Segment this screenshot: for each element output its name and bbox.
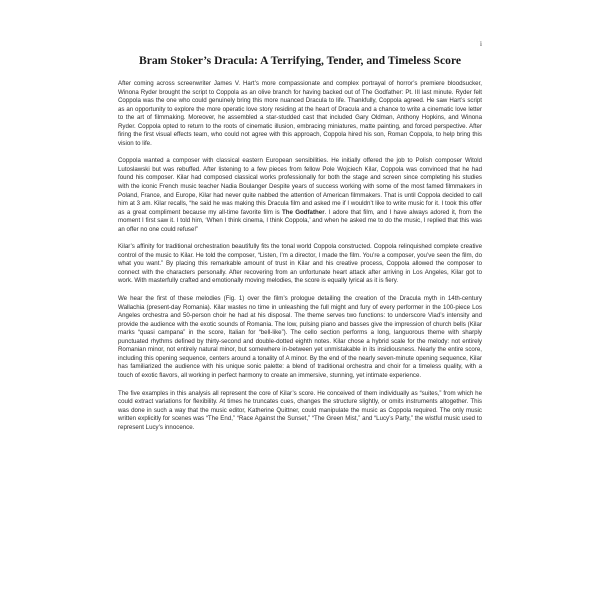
paragraph-melodies: We hear the first of these melodies (Fig. 1) over the film’s prologue detailing the creation of the Dracula myth in 14th-century Wallachia (present-day Romania). Kilar wastes no time in unleashing the full might and fury of every performer in the 100-piece Los Angeles orchestra and 50-person choir he had at his disposal. The theme serves two functions: to underscore Vlad’s intensity and provide the audience with the exotic sounds of Romania. The low, pulsing piano and basses give the impression of church bells (Kilar marks “quasi campana” in the score, Italian for “bell-like”). The cello section performs a long, languorous theme with sharply punctuated rhythms defined by thirty-second and double-dotted eighth notes. Kilar chose a hybrid scale for the melody: not entirely Romanian minor, not entirely natural minor, but somewhere in-between yet unmistakable in its insidiousness. Nearly the entire score, including this opening sequence, centers around a tonality of A minor. By the end of the nearly seven-minute opening sequence, Kilar has familiarized the audience with his unique sonic palette: a blend of traditional orchestra and choir for a timeless quality, with a touch of exotic flavors, all working in perfect harmony to create an immersive, stunning, yet intimate experience. [118, 295, 482, 379]
paragraph-intro: After coming across screenwriter James V. Hart’s more compassionate and complex portrayal of horror’s premiere bloodsucker, Winona Ryder brought the script to Coppola as an olive branch for having backed out of The Godfather: Pt. III last minute. Ryder felt Coppola was the one who could genuinely bring this more nuanced Dracula to life. Thankfully, Coppola agreed. He saw Hart’s script as an opportunity to explore the more operatic love story residing at the heart of Dracula and a chance to write a cinematic love letter to the art of filmmaking. Moreover, he assembled a star-studded cast that included Gary Oldman, Anthony Hopkins, and Winona Ryder. Coppola opted to return to the roots of cinematic illusion, embracing miniatures, matte painting, and forced perspective. After firing the first visual effects team, who could not agree with this approach, Coppola hired his son, Roman Coppola, to help bring this vision to life. [118, 80, 482, 147]
paragraph-composer-text-end: . I adore that film, and I have always adored it, from the moment I first saw it. I told him, ‘When I think cinema, I think Coppola,’ and when he asked me to do the music, I replied that this was an offer no one could refuse!” [118, 208, 482, 233]
paragraph-composer-text: Coppola wanted a composer with classical eastern European sensibilities. He initially offered the job to Polish composer Witold Lutoslawski but was rebuffed. After listening to a few pieces from fellow Pole Wojciech Kilar, Coppola was convinced that he had found his composer. Kilar had composed classical works professionally for both the stage and screen since completing his studies with the iconic French music teacher Nadia Boulanger Despite years of success working with some of the most famed filmmakers in Poland, France, and Europe, Kilar had never quite nabbed the attention of American filmmakers. That is until Coppola decided to call him at 3 am. Kilar recalls, “he said he was making this Dracula film and asked me if I wouldn’t like to write music for it. I took this offer as a great compliment because my all-time favorite film is [118, 157, 482, 216]
paragraph-composer [118, 157, 482, 234]
paragraph-orchestration: Kilar’s affinity for traditional orchestration beautifully fits the tonal world Coppola constructed. Coppola relinquished complete creative control of the music to Kilar. He told the composer, “Listen, I’m a director, I made the film. You’re a composer, you’ve seen the film, do what you want.” By placing this remarkable amount of trust in Kilar and his creative process, Coppola allowed the composer to connect with the characters personally. After recovering from an unfortunate heart attack after arriving in Los Angeles, Kilar got to work. With masterfully crafted and emotionally moving melodies, the score is equally lyrical as it is fiery. [118, 243, 482, 285]
paragraph-suites: The five examples in this analysis all represent the core of Kilar’s score. He conceived of them individually as “suites,” from which he could extract variations for flexibility. At times he truncates cues, changes the structure slightly, or omits instruments altogether. This was done in such a way that the music editor, Katherine Quittner, could manipulate the music as Coppola required. The only music written explicitly for scenes was “The End,” “Race Against the Sunset,” “The Green Mist,” and “Lucy’s Party,” the wistful music used to represent Lucy’s innocence. [118, 389, 482, 431]
page-number: i [480, 40, 482, 48]
document-title: Bram Stoker’s Dracula: A Terrifying, Tender, and Timeless Score [138, 54, 462, 67]
document-body [118, 80, 482, 441]
film-title-bold: The Godfather [281, 208, 325, 216]
